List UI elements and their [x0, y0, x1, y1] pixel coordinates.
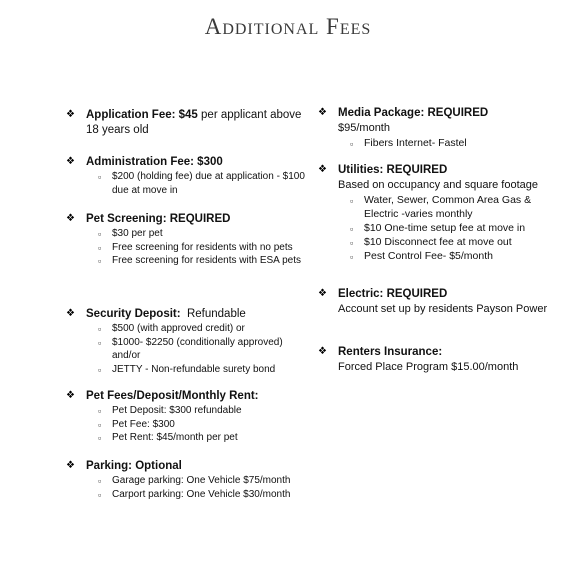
- security-deposit-note: Refundable: [180, 308, 246, 320]
- list-item: ▫ Fibers Internet- Fastel: [350, 137, 467, 149]
- utilities-description: Based on occupancy and square footage: [338, 179, 538, 191]
- administration-fee-label: Administration Fee: $300: [86, 156, 223, 168]
- diamond-bullet-icon: ❖: [66, 156, 75, 167]
- list-item: ▫ Free screening for residents with no pets: [98, 241, 306, 255]
- list-item: ▫ $200 (holding fee) due at application - $100 due at move in: [98, 171, 305, 196]
- diamond-bullet-icon: ❖: [318, 288, 327, 299]
- pet-screening-label: Pet Screening: REQUIRED: [86, 213, 231, 225]
- application-fee-label: Application Fee: $45: [86, 109, 198, 121]
- list-item: ▫ $10 Disconnect fee at move out: [350, 236, 512, 248]
- list-item: ▫ Garage parking: One Vehicle $75/month: [98, 474, 306, 488]
- administration-fee-section: [66, 155, 306, 212]
- application-fee-detail: per applicant above 18 years old: [86, 109, 302, 136]
- list-item: ▫ Water, Sewer, Common Area Gas & Electric -varies monthly: [350, 194, 532, 220]
- media-package-price: $95/month: [338, 122, 390, 134]
- renters-insurance-description: Forced Place Program $15.00/month: [338, 361, 519, 373]
- square-bullet-icon: ▫: [98, 419, 102, 430]
- media-package-section: [318, 106, 550, 163]
- square-bullet-icon: ▫: [98, 337, 102, 348]
- list-item: ▫ Pest Control Fee- $5/month: [350, 250, 493, 262]
- square-bullet-icon: ▫: [350, 238, 354, 248]
- square-bullet-icon: ▫: [350, 252, 354, 262]
- security-deposit-section: [66, 307, 306, 389]
- square-bullet-icon: ▫: [98, 433, 102, 443]
- list-item: ▫ $30 per pet: [98, 227, 306, 241]
- diamond-bullet-icon: ❖: [66, 213, 75, 224]
- pet-fees-label: Pet Fees/Deposit/Monthly Rent:: [86, 390, 259, 402]
- left-column: [66, 108, 306, 501]
- security-deposit-label: Security Deposit:: [86, 308, 181, 320]
- renters-insurance-label: Renters Insurance:: [338, 346, 443, 358]
- diamond-bullet-icon: ❖: [66, 390, 75, 401]
- diamond-bullet-icon: ❖: [318, 164, 327, 175]
- list-item: ▫ $500 (with approved credit) or: [98, 322, 306, 336]
- renters-insurance-section: [318, 345, 550, 375]
- diamond-bullet-icon: ❖: [66, 308, 75, 319]
- square-bullet-icon: ▫: [98, 406, 102, 416]
- electric-section: [318, 287, 550, 345]
- utilities-label: Utilities: REQUIRED: [338, 164, 448, 176]
- right-column: [318, 106, 550, 375]
- square-bullet-icon: ▫: [350, 196, 354, 206]
- list-item: ▫ $10 One-time setup fee at move in: [350, 222, 526, 234]
- square-bullet-icon: ▫: [98, 229, 102, 239]
- square-bullet-icon: ▫: [98, 256, 102, 266]
- list-item: ▫ Pet Deposit: $300 refundable: [98, 404, 306, 418]
- utilities-section: [318, 163, 550, 287]
- diamond-bullet-icon: ❖: [318, 107, 327, 118]
- pet-screening-section: [66, 212, 306, 307]
- square-bullet-icon: ▫: [350, 139, 354, 149]
- square-bullet-icon: ▫: [98, 364, 102, 375]
- application-fee-section: [66, 108, 306, 155]
- page-title: Additional Fees: [204, 14, 372, 39]
- diamond-bullet-icon: ❖: [318, 346, 327, 357]
- list-item: ▫ Carport parking: One Vehicle $30/month: [98, 488, 306, 502]
- square-bullet-icon: ▫: [98, 324, 102, 334]
- square-bullet-icon: ▫: [98, 489, 102, 500]
- parking-label: Parking: Optional: [86, 460, 182, 472]
- square-bullet-icon: ▫: [98, 172, 102, 182]
- electric-label: Electric: REQUIRED: [338, 288, 448, 300]
- list-item: ▫ $1000- $2250 (conditionally approved) and/or: [98, 336, 283, 361]
- diamond-bullet-icon: ❖: [66, 460, 75, 471]
- square-bullet-icon: ▫: [98, 242, 102, 253]
- diamond-bullet-icon: ❖: [66, 109, 75, 120]
- square-bullet-icon: ▫: [350, 224, 354, 234]
- list-item: ▫ Pet Rent: $45/month per pet: [98, 431, 306, 445]
- list-item: ▫ Pet Fee: $300: [98, 418, 306, 432]
- media-package-label: Media Package: REQUIRED: [338, 107, 489, 119]
- square-bullet-icon: ▫: [98, 476, 102, 486]
- list-item: ▫ JETTY - Non-refundable surety bond: [98, 363, 306, 377]
- pet-fees-section: [66, 389, 306, 459]
- list-item: ▫ Free screening for residents with ESA pets: [98, 254, 306, 268]
- parking-section: [66, 459, 306, 501]
- electric-description: Account set up by residents Payson Power: [338, 303, 548, 315]
